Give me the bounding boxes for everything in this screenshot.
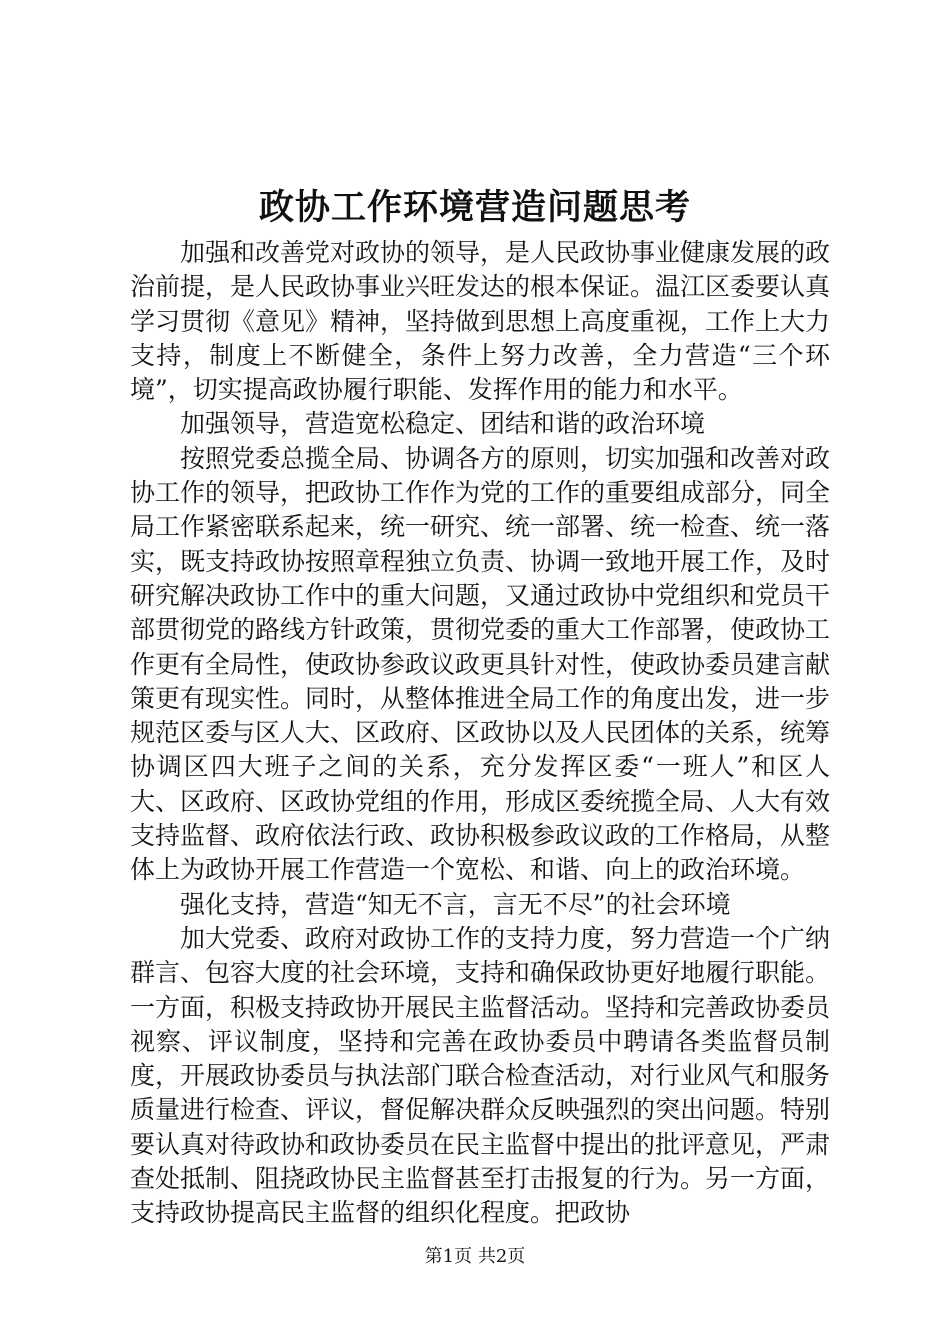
section-heading-social-environment: 强化支持，营造“知无不言，言无不尽”的社会环境 — [180, 889, 731, 919]
paragraph-political-environment: 按照党委总揽全局、协调各方的原则，切实加强和改善对政协工作的领导，把政协工作作为党的工作的重要组成部分，同全局工作紧密联系起来，统一研究、统一部署、统一检查、统一落实，既支持政协按照章程独立负责、协调一致地开展工作，及时研究解决政协工作中的重大问题，又通过政协中党组织和党员干部贯彻党的路线方针政策，贯彻党委的重大工作部署，使政协工作更有全局性，使政协参政议政更具针对性，使政协委员建言献策更有现实性。同时，从整体推进全局工作的角度出发，进一步规范区委与区人大、区政府、区政协以及人民团体的关系，统筹协调区四大班子之间的关系，充分发挥区委“一班人”和区人大、区政府、区政协党组的作用，形成区委统揽全局、人大有效支持监督、政府依法行政、政协积极参政议政的工作格局，从整体上为政协开展工作营造一个宽松、和谐、向上的政治环境。 — [130, 443, 831, 885]
section-heading-political-environment: 加强领导，营造宽松稳定、团结和谐的政治环境 — [180, 409, 706, 439]
paragraph-intro: 加强和改善党对政协的领导，是人民政协事业健康发展的政治前提，是人民政协事业兴旺发达的根本保证。温江区委要认真学习贯彻《意见》精神，坚持做到思想上高度重视，工作上大力支持，制度上不断健全，条件上努力改善，全力营造“三个环境”，切实提高政协履行职能、发挥作用的能力和水平。 — [130, 238, 831, 405]
document-body — [130, 236, 830, 1231]
page-number-footer: 第1页 共2页 — [424, 1246, 526, 1267]
document-title: 政协工作环境营造问题思考 — [258, 187, 691, 228]
paragraph-social-environment: 加大党委、政府对政协工作的支持力度，努力营造一个广纳群言、包容大度的社会环境，支持和确保政协更好地履行职能。一方面，积极支持政协开展民主监督活动。坚持和完善政协委员视察、评议制度，坚持和完善在政协委员中聘请各类监督员制度，开展政协委员与执法部门联合检查活动，对行业风气和服务质量进行检查、评议，督促解决群众反映强烈的突出问题。特别要认真对待政协和政协委员在民主监督中提出的批评意见，严肃查处抵制、阻挠政协民主监督甚至打击报复的行为。另一方面，支持政协提高民主监督的组织化程度。把政协 — [130, 923, 831, 1228]
